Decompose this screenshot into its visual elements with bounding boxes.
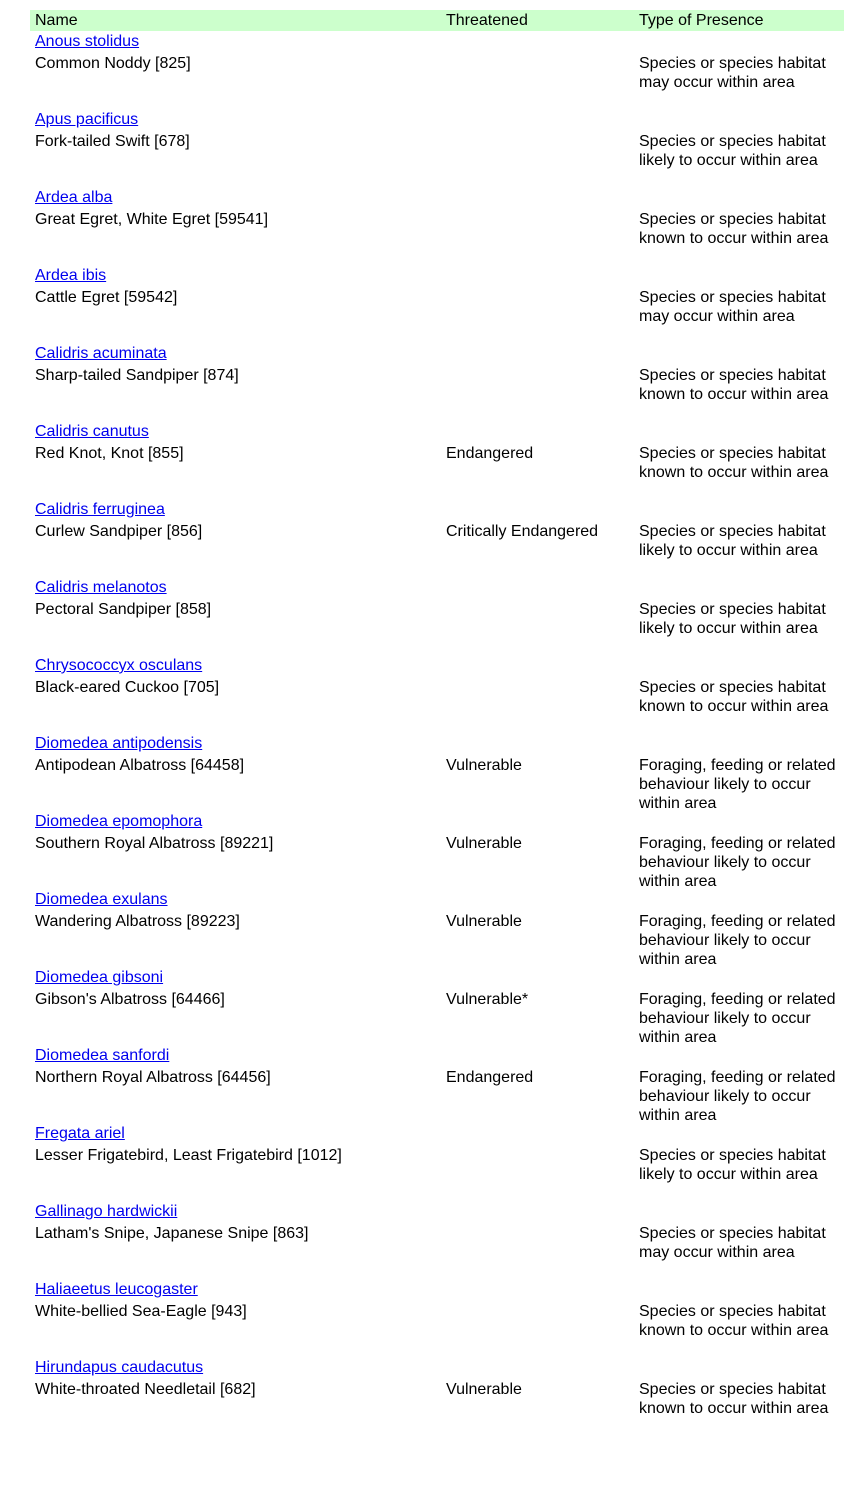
common-name: Red Knot, Knot [855] [35,445,184,462]
threatened-status: Vulnerable [446,757,522,774]
type-of-presence: Species or species habitat may occur within area [639,289,826,325]
common-name: Northern Royal Albatross [64456] [35,1069,271,1086]
common-name: Black-eared Cuckoo [705] [35,679,220,696]
species-link[interactable]: Diomedea sanfordi [35,1047,170,1064]
threatened-status: Endangered [446,445,534,462]
type-of-presence: Species or species habitat known to occur within area [639,1303,829,1339]
header-threatened: Threatened [446,12,528,29]
threatened-status: Endangered [446,1069,534,1086]
table-row [35,890,844,968]
header-type-of-presence: Type of Presence [639,12,764,29]
common-name: Curlew Sandpiper [856] [35,523,203,540]
species-link[interactable]: Chrysococcyx osculans [35,657,203,674]
species-link[interactable]: Calidris canutus [35,423,149,440]
common-name: Gibson's Albatross [64466] [35,991,225,1008]
common-name: Sharp-tailed Sandpiper [874] [35,367,239,384]
species-link[interactable]: Haliaeetus leucogaster [35,1281,198,1298]
common-name: Pectoral Sandpiper [858] [35,601,212,618]
species-link[interactable]: Anous stolidus [35,33,140,50]
common-name: Southern Royal Albatross [89221] [35,835,274,852]
common-name: Common Noddy [825] [35,55,191,72]
species-link[interactable]: Calidris melanotos [35,579,167,596]
common-name: Fork-tailed Swift [678] [35,133,190,150]
type-of-presence: Foraging, feeding or related behaviour likely to occur within area [639,1069,836,1124]
common-name: Latham's Snipe, Japanese Snipe [863] [35,1225,309,1242]
type-of-presence: Species or species habitat may occur within area [639,1225,826,1261]
species-link[interactable]: Ardea alba [35,189,113,206]
common-name: Antipodean Albatross [64458] [35,757,245,774]
type-of-presence: Foraging, feeding or related behaviour likely to occur within area [639,991,836,1046]
table-row [35,578,844,656]
type-of-presence: Species or species habitat known to occur within area [639,679,829,715]
type-of-presence: Species or species habitat known to occur within area [639,211,829,247]
threatened-status: Vulnerable* [446,991,529,1008]
species-link[interactable]: Diomedea epomophora [35,813,203,830]
table-row [35,1046,844,1124]
table-row [35,656,844,734]
type-of-presence: Species or species habitat likely to occur within area [639,523,826,559]
species-link[interactable]: Diomedea antipodensis [35,735,203,752]
table-row [35,1202,844,1280]
species-link[interactable]: Diomedea gibsoni [35,969,164,986]
table-row [35,1280,844,1358]
table-row [35,188,844,266]
type-of-presence: Species or species habitat likely to occur within area [639,1147,826,1183]
table-row [35,1358,844,1436]
common-name: Wandering Albatross [89223] [35,913,240,930]
table-row [35,32,844,110]
species-link[interactable]: Calidris ferruginea [35,501,165,518]
species-link[interactable]: Calidris acuminata [35,345,167,362]
species-link[interactable]: Diomedea exulans [35,891,168,908]
threatened-status: Vulnerable [446,913,522,930]
threatened-status: Vulnerable [446,835,522,852]
species-link[interactable]: Gallinago hardwickii [35,1203,178,1220]
common-name: White-throated Needletail [682] [35,1381,256,1398]
species-link[interactable]: Apus pacificus [35,111,139,128]
common-name: Cattle Egret [59542] [35,289,178,306]
common-name: Great Egret, White Egret [59541] [35,211,269,228]
type-of-presence: Species or species habitat likely to occur within area [639,601,826,637]
table-row [35,500,844,578]
table-row [35,812,844,890]
table-header [30,10,844,31]
table-row [35,110,844,188]
threatened-status: Critically Endangered [446,523,599,540]
species-link[interactable]: Ardea ibis [35,267,107,284]
type-of-presence: Species or species habitat known to occur within area [639,367,829,403]
table-row [35,734,844,812]
type-of-presence: Species or species habitat known to occur within area [639,445,829,481]
table-row [35,1124,844,1202]
common-name: Lesser Frigatebird, Least Frigatebird [1012] [35,1147,342,1164]
table-row [35,266,844,344]
species-link[interactable]: Fregata ariel [35,1125,125,1142]
species-table [35,32,844,1436]
table-row [35,422,844,500]
threatened-status: Vulnerable [446,1381,522,1398]
type-of-presence: Foraging, feeding or related behaviour likely to occur within area [639,913,836,968]
type-of-presence: Species or species habitat known to occur within area [639,1381,829,1417]
table-row [35,344,844,422]
species-link[interactable]: Hirundapus caudacutus [35,1359,204,1376]
type-of-presence: Foraging, feeding or related behaviour likely to occur within area [639,835,836,890]
header-name: Name [35,12,78,29]
type-of-presence: Species or species habitat may occur within area [639,55,826,91]
type-of-presence: Foraging, feeding or related behaviour likely to occur within area [639,757,836,812]
common-name: White-bellied Sea-Eagle [943] [35,1303,247,1320]
type-of-presence: Species or species habitat likely to occur within area [639,133,826,169]
table-row [35,968,844,1046]
